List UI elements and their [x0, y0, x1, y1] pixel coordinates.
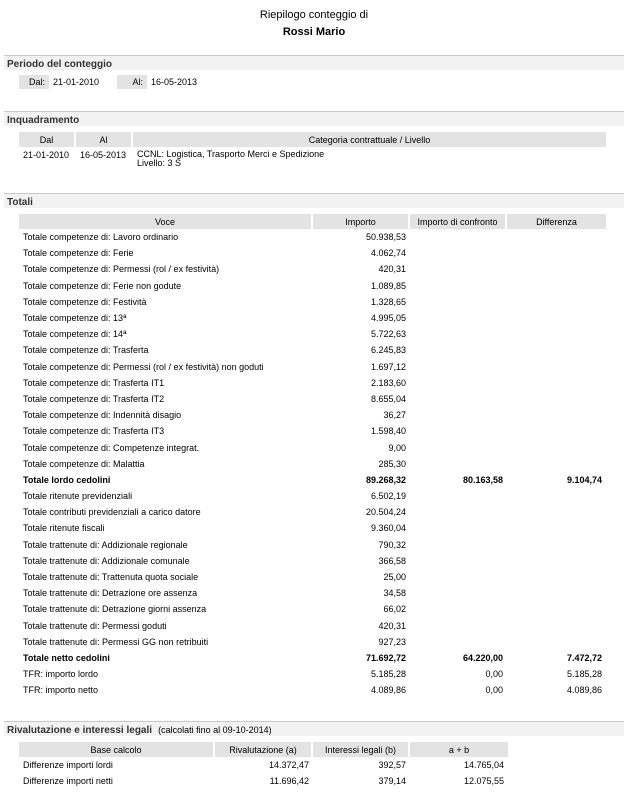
totali-row	[19, 391, 606, 407]
voce-cell: Totale ritenute previdenziali	[23, 491, 133, 502]
voce-cell: Totale competenze di: Permessi (rol / ex festività)	[23, 264, 220, 275]
voce-cell: Totale lordo cedolini	[23, 474, 111, 485]
voce-cell: Totale competenze di: Trasferta IT3	[23, 426, 165, 437]
importo-cell: 4.089,86	[370, 685, 406, 696]
importo-cell: 2.183,60	[370, 377, 406, 388]
inquadramento-table	[19, 132, 606, 168]
voce-cell: Totale competenze di: Trasferta	[23, 345, 149, 356]
confronto-cell: 80.163,58	[462, 474, 503, 485]
confronto-cell	[410, 359, 507, 375]
totali-row	[19, 601, 606, 617]
al-label: Al:	[117, 75, 147, 89]
importo-cell: 20.504,24	[365, 507, 406, 518]
importo-cell: 1.328,65	[370, 296, 406, 307]
importo-cell: 9.360,04	[370, 523, 406, 534]
importo-cell: 420,31	[378, 620, 406, 631]
inquadramento-row	[19, 147, 606, 168]
differenza-cell: 5.185,28	[566, 669, 602, 680]
voce-cell: Totale trattenute di: Detrazione giorni assenza	[23, 604, 207, 615]
importo-cell: 420,31	[378, 264, 406, 275]
importo-cell: 66,02	[383, 604, 406, 615]
differenza-cell	[507, 439, 606, 455]
totali-row	[19, 310, 606, 326]
voce-cell: Totale competenze di: Malattia	[23, 458, 145, 469]
importo-cell: 34,58	[383, 588, 406, 599]
voce-cell: Totale ritenute fiscali	[23, 523, 105, 534]
totali-row	[19, 650, 606, 666]
differenza-cell	[507, 520, 606, 536]
confronto-cell	[410, 634, 507, 650]
differenza-cell	[507, 245, 606, 261]
totali-row	[19, 229, 606, 245]
totali-row	[19, 634, 606, 650]
totali-row	[19, 504, 606, 520]
differenza-cell	[507, 229, 606, 245]
confronto-cell	[410, 294, 507, 310]
differenza-cell: 7.472,72	[566, 652, 602, 663]
confronto-cell	[410, 618, 507, 634]
totali-row	[19, 326, 606, 342]
importo-cell: 50.938,53	[365, 232, 406, 243]
differenza-cell	[507, 375, 606, 391]
confronto-cell	[410, 423, 507, 439]
confronto-cell	[410, 375, 507, 391]
report-title: Riepilogo conteggio di	[259, 9, 369, 21]
col-header-base: Base calcolo	[19, 742, 215, 757]
totali-row	[19, 359, 606, 375]
confronto-cell	[410, 407, 507, 423]
voce-cell: Totale contributi previdenziali a carico datore	[23, 507, 201, 518]
totali-row	[19, 342, 606, 358]
rivalutazione-cell: 14.372,47	[268, 760, 309, 771]
col-header-rivalutazione: Rivalutazione (a)	[215, 742, 313, 757]
importo-cell: 1.089,85	[370, 280, 406, 291]
al-value: 16-05-2013	[151, 77, 198, 87]
voce-cell: Totale competenze di: Ferie	[23, 248, 134, 259]
importo-cell: 89.268,32	[365, 474, 406, 485]
totali-row	[19, 294, 606, 310]
totali-row	[19, 456, 606, 472]
totali-row	[19, 585, 606, 601]
voce-cell: Totale competenze di: 13ª	[23, 313, 127, 324]
rivalutazione-cell: 11.696,42	[269, 776, 309, 787]
differenza-cell	[507, 294, 606, 310]
confronto-cell	[410, 278, 507, 294]
differenza-cell	[507, 585, 606, 601]
voce-cell: Totale competenze di: 14ª	[23, 329, 127, 340]
differenza-cell	[507, 310, 606, 326]
section-inquadramento: Inquadramento	[4, 111, 624, 126]
differenza-cell	[507, 342, 606, 358]
a-plus-b-cell: 12.075,55	[463, 776, 504, 787]
voce-cell: Totale trattenute di: Detrazione ore assenza	[23, 588, 198, 599]
dal-label: Dal:	[19, 75, 49, 89]
importo-cell: 8.655,04	[370, 393, 406, 404]
totali-row	[19, 553, 606, 569]
importo-cell: 9,00	[388, 442, 406, 453]
totali-row	[19, 520, 606, 536]
rivalutazione-row	[19, 757, 508, 773]
confronto-cell	[410, 553, 507, 569]
rivalutazione-row	[19, 773, 508, 789]
confronto-cell	[410, 261, 507, 277]
categoria-text: CCNL: Logistica, Trasporto Merci e Spedizione	[137, 149, 325, 159]
confronto-cell	[410, 439, 507, 455]
differenza-cell	[507, 391, 606, 407]
confronto-cell: 64.220,00	[462, 652, 503, 663]
totali-row	[19, 488, 606, 504]
totali-row	[19, 375, 606, 391]
section-totali: Totali	[4, 193, 624, 208]
differenza-cell	[507, 261, 606, 277]
differenza-cell: 9.104,74	[566, 474, 602, 485]
confronto-cell: 0,00	[485, 685, 503, 696]
voce-cell: Totale competenze di: Competenze integrat.	[23, 442, 200, 453]
confronto-cell	[410, 456, 507, 472]
differenza-cell	[507, 278, 606, 294]
confronto-cell	[410, 537, 507, 553]
differenza-cell	[507, 488, 606, 504]
confronto-cell	[410, 601, 507, 617]
differenza-cell	[507, 504, 606, 520]
importo-cell: 4.995,05	[370, 313, 406, 324]
section-rivalutazione	[4, 721, 624, 736]
confronto-cell	[410, 569, 507, 585]
voce-cell: Totale competenze di: Lavoro ordinario	[23, 232, 179, 243]
voce-cell: Totale trattenute di: Addizionale regionale	[23, 539, 188, 550]
voce-cell: Totale trattenute di: Permessi GG non retribuiti	[23, 636, 209, 647]
totali-table	[19, 214, 606, 698]
totali-row	[19, 569, 606, 585]
confronto-cell	[410, 326, 507, 342]
employee-name: Rossi Mario	[282, 26, 346, 38]
confronto-cell	[410, 504, 507, 520]
importo-cell: 4.062,74	[370, 248, 406, 259]
importo-cell: 36,27	[383, 410, 406, 421]
confronto-cell	[410, 520, 507, 536]
base-cell: Differenze importi lordi	[23, 760, 113, 771]
col-header-categoria: Categoria contrattuale / Livello	[133, 132, 606, 147]
totali-row	[19, 439, 606, 455]
confronto-cell: 0,00	[485, 669, 503, 680]
confronto-cell	[410, 585, 507, 601]
totali-row	[19, 472, 606, 488]
confronto-cell	[410, 342, 507, 358]
voce-cell: TFR: importo lordo	[23, 669, 99, 680]
interessi-cell: 392,57	[378, 760, 406, 771]
col-header-al: Al	[76, 132, 133, 147]
col-header-differenza: Differenza	[507, 214, 606, 229]
rivalutazione-title: Rivalutazione e interessi legali	[7, 725, 153, 736]
voce-cell: TFR: importo netto	[23, 685, 99, 696]
col-header-voce: Voce	[19, 214, 313, 229]
rivalutazione-table	[19, 742, 508, 789]
differenza-cell	[507, 359, 606, 375]
voce-cell: Totale trattenute di: Trattenuta quota sociale	[23, 572, 199, 583]
differenza-cell	[507, 537, 606, 553]
voce-cell: Totale trattenute di: Addizionale comunale	[23, 555, 190, 566]
differenza-cell	[507, 456, 606, 472]
rivalutazione-note: (calcolati fino al 09-10-2014)	[158, 725, 272, 735]
col-header-confronto: Importo di confronto	[410, 214, 507, 229]
col-header-a-plus-b: a + b	[410, 742, 508, 757]
importo-cell: 6.245,83	[370, 345, 406, 356]
differenza-cell	[507, 618, 606, 634]
dal-value: 21-01-2010	[53, 77, 100, 87]
confronto-cell	[410, 488, 507, 504]
importo-cell: 1.598,40	[370, 426, 406, 437]
confronto-cell	[410, 310, 507, 326]
voce-cell: Totale competenze di: Ferie non godute	[23, 280, 182, 291]
base-cell: Differenze importi netti	[23, 776, 113, 787]
differenza-cell	[507, 407, 606, 423]
importo-cell: 366,58	[378, 555, 406, 566]
col-header-importo: Importo	[313, 214, 410, 229]
totali-row	[19, 666, 606, 682]
livello-text: Livello: 3 S	[137, 158, 182, 168]
totali-row	[19, 537, 606, 553]
differenza-cell	[507, 326, 606, 342]
voce-cell: Totale competenze di: Trasferta IT1	[23, 377, 165, 388]
totali-row	[19, 618, 606, 634]
totali-row	[19, 245, 606, 261]
importo-cell: 285,30	[378, 458, 406, 469]
a-plus-b-cell: 14.765,04	[463, 760, 504, 771]
importo-cell: 5.722,63	[370, 329, 406, 340]
section-periodo: Periodo del conteggio	[4, 55, 624, 70]
importo-cell: 790,32	[378, 539, 406, 550]
importo-cell: 1.697,12	[370, 361, 406, 372]
interessi-cell: 379,14	[378, 776, 406, 787]
differenza-cell	[507, 601, 606, 617]
differenza-cell	[507, 553, 606, 569]
totali-row	[19, 423, 606, 439]
importo-cell: 71.692,72	[365, 652, 406, 663]
voce-cell: Totale competenze di: Festività	[23, 296, 147, 307]
differenza-cell	[507, 634, 606, 650]
totali-row	[19, 682, 606, 698]
importo-cell: 6.502,19	[370, 491, 406, 502]
voce-cell: Totale competenze di: Trasferta IT2	[23, 393, 165, 404]
voce-cell: Totale trattenute di: Permessi goduti	[23, 620, 167, 631]
inq-al: 16-05-2013	[80, 150, 127, 160]
differenza-cell	[507, 569, 606, 585]
col-header-dal: Dal	[19, 132, 76, 147]
differenza-cell	[507, 423, 606, 439]
importo-cell: 927,23	[378, 636, 406, 647]
totali-row	[19, 407, 606, 423]
inq-dal: 21-01-2010	[23, 150, 70, 160]
col-header-interessi: Interessi legali (b)	[313, 742, 410, 757]
confronto-cell	[410, 245, 507, 261]
voce-cell: Totale netto cedolini	[23, 652, 110, 663]
confronto-cell	[410, 229, 507, 245]
importo-cell: 25,00	[383, 572, 406, 583]
totali-row	[19, 261, 606, 277]
confronto-cell	[410, 391, 507, 407]
voce-cell: Totale competenze di: Indennità disagio	[23, 410, 182, 421]
inq-categoria	[133, 147, 606, 168]
voce-cell: Totale competenze di: Permessi (rol / ex festività) non goduti	[23, 361, 264, 372]
totali-row	[19, 278, 606, 294]
differenza-cell: 4.089,86	[566, 685, 602, 696]
importo-cell: 5.185,28	[370, 669, 406, 680]
